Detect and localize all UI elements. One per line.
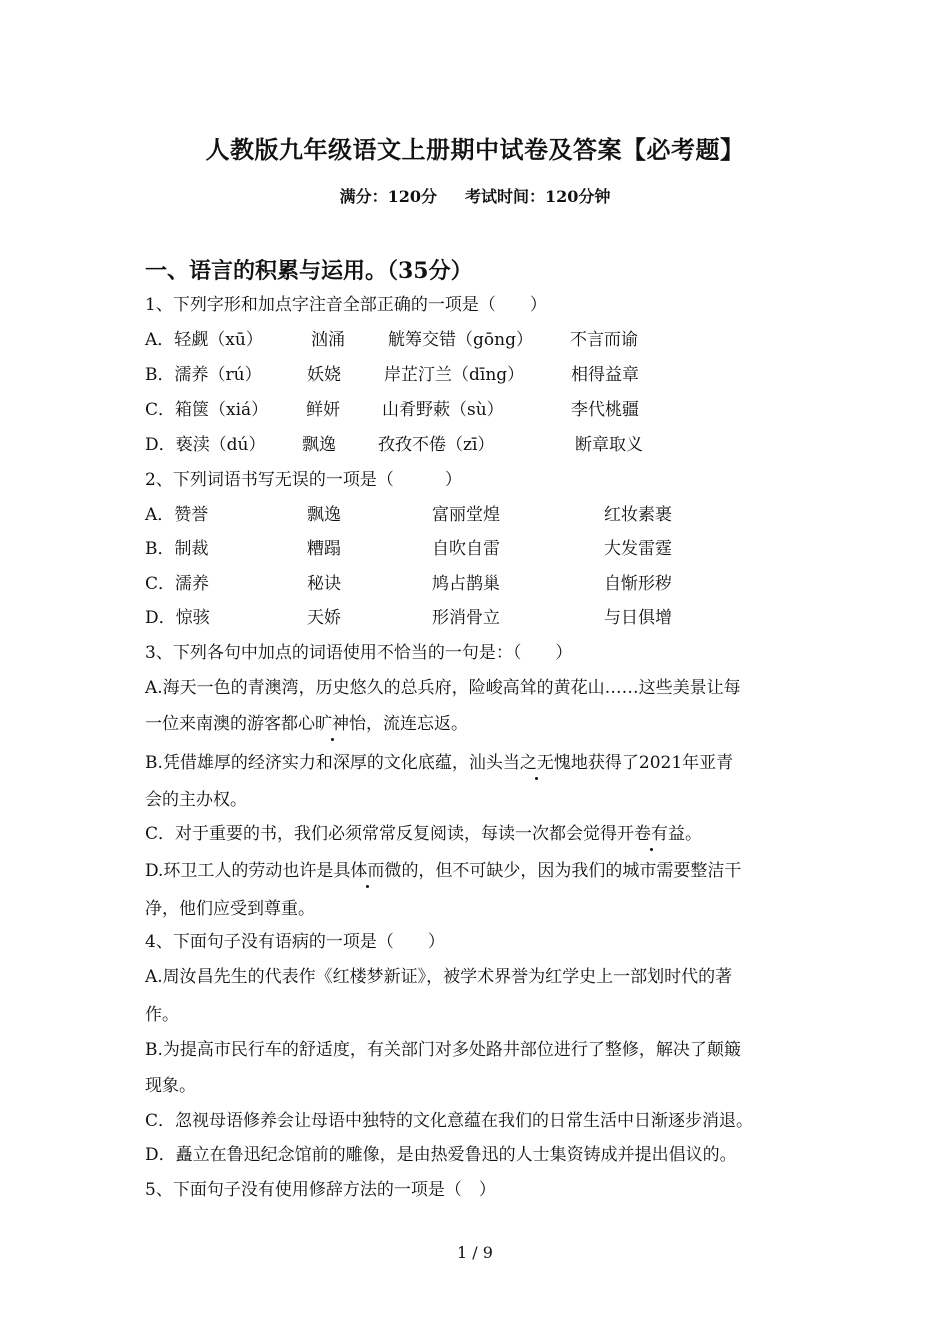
- dotted-term: 具体而微: [333, 861, 402, 881]
- q2-option-b-word2: 糟蹋: [307, 539, 341, 559]
- question-4-stem: 4、下面句子没有语病的一项是（ ）: [145, 932, 445, 952]
- q4-option-b-line2: 现象。: [145, 1076, 196, 1096]
- q1-option-b-word2: 妖娆: [307, 365, 341, 385]
- q4-option-b-line1: B.为提高市民行车的舒适度，有关部门对多处路井部位进行了整修，解决了颠簸: [145, 1040, 741, 1060]
- q1-option-d-word2: 飘逸: [302, 435, 336, 455]
- q1-option-a-word2: 汹涌: [311, 330, 345, 350]
- question-3-stem: 3、下列各句中加点的词语使用不恰当的一句是：（ ）: [145, 643, 573, 663]
- q2-option-d-word2: 天娇: [307, 608, 341, 628]
- q3-option-a-line1: A.海天一色的青澳湾，历史悠久的总兵府，险峻高耸的黄花山……这些美景让每: [145, 678, 741, 698]
- q3-option-d-line1: D.环卫工人的劳动也许是具体而微的，但不可缺少，因为我们的城市需要整洁干: [145, 861, 742, 881]
- q2-option-b-word4: 大发雷霆: [604, 539, 672, 559]
- q1-option-b-word1: B．濡养（rú）: [145, 365, 262, 385]
- q3-option-a-line2: 一位来南澳的游客都心旷神怡，流连忘返。: [145, 714, 468, 734]
- q2-option-d-word1: D．惊骇: [145, 608, 210, 628]
- q3-option-c-line1: C．对于重要的书，我们必须常常反复阅读，每读一次都会觉得开卷有益。: [145, 824, 703, 844]
- q2-option-b-word3: 自吹自雷: [432, 539, 500, 559]
- q2-option-b-word1: B．制裁: [145, 539, 209, 559]
- q1-option-d-word3: 孜孜不倦（zī）: [378, 435, 495, 455]
- page-number: 1 / 9: [457, 1243, 493, 1262]
- q1-option-c-word1: C．箱箧（xiá）: [145, 400, 269, 420]
- q3-option-b-line1: B.凭借雄厚的经济实力和深厚的文化底蕴，汕头当之无愧地获得了2021年亚青: [145, 753, 734, 773]
- dotted-term: 当之无愧: [502, 753, 571, 773]
- q4-option-a-line1: A.周汝昌先生的代表作《红楼梦新证》，被学术界誉为红学史上一部划时代的著: [145, 967, 733, 987]
- q3-option-d-line2: 净，他们应受到尊重。: [145, 899, 315, 919]
- q2-option-c-word4: 自惭形秽: [604, 574, 672, 594]
- q2-option-a-word4: 红妆素裹: [604, 505, 672, 525]
- q3-option-b-line2: 会的主办权。: [145, 790, 247, 810]
- q1-option-a-word4: 不言而谕: [570, 330, 638, 350]
- q4-option-c-line1: C．忽视母语修养会让母语中独特的文化意蕴在我们的日常生活中日渐逐步消退。: [145, 1111, 754, 1131]
- q1-option-c-word3: 山肴野蔌（sù）: [382, 400, 504, 420]
- q2-option-c-word3: 鸠占鹊巢: [432, 574, 500, 594]
- dotted-term: 心旷神怡: [298, 714, 366, 734]
- q1-option-b-word3: 岸芷汀兰（dīng）: [384, 365, 525, 385]
- q1-option-c-word2: 鲜妍: [306, 400, 340, 420]
- q1-option-d-word4: 断章取义: [575, 435, 643, 455]
- section-heading: 一、语言的积累与运用。（35分）: [145, 258, 473, 284]
- question-1-stem: 1、下列字形和加点字注音全部正确的一项是（ ）: [145, 295, 547, 315]
- q2-option-d-word3: 形消骨立: [432, 608, 500, 628]
- q4-option-a-line2: 作。: [145, 1005, 179, 1025]
- q1-option-a-word3: 觥筹交错（gōng）: [388, 330, 533, 350]
- q2-option-a-word1: A．赞誉: [145, 505, 209, 525]
- question-2-stem: 2、下列词语书写无误的一项是（ ）: [145, 470, 462, 490]
- q1-option-a-word1: A．轻觑（xū）: [145, 330, 263, 350]
- exam-time-label: 考试时间：120分钟: [465, 187, 611, 206]
- q1-option-b-word4: 相得益章: [571, 365, 639, 385]
- q2-option-a-word2: 飘逸: [307, 505, 341, 525]
- q4-option-d-line1: D．矗立在鲁迅纪念馆前的雕像，是由热爱鲁迅的人士集资铸成并提出倡议的。: [145, 1145, 737, 1165]
- full-score-label: 满分：120分: [339, 187, 437, 206]
- q1-option-d-word1: D．亵渎（dú）: [145, 435, 266, 455]
- q2-option-a-word3: 富丽堂煌: [432, 505, 500, 525]
- exam-info: [0, 184, 950, 207]
- question-5-stem: 5、下面句子没有使用修辞方法的一项是（ ）: [145, 1180, 496, 1200]
- q1-option-c-word4: 李代桃疆: [571, 400, 639, 420]
- q2-option-d-word4: 与日俱增: [604, 608, 672, 628]
- q2-option-c-word2: 秘诀: [307, 574, 341, 594]
- dotted-term: 开卷有益: [617, 824, 686, 844]
- page-title: 人教版九年级语文上册期中试卷及答案【必考题】: [205, 135, 745, 164]
- q2-option-c-word1: C．濡养: [145, 574, 210, 594]
